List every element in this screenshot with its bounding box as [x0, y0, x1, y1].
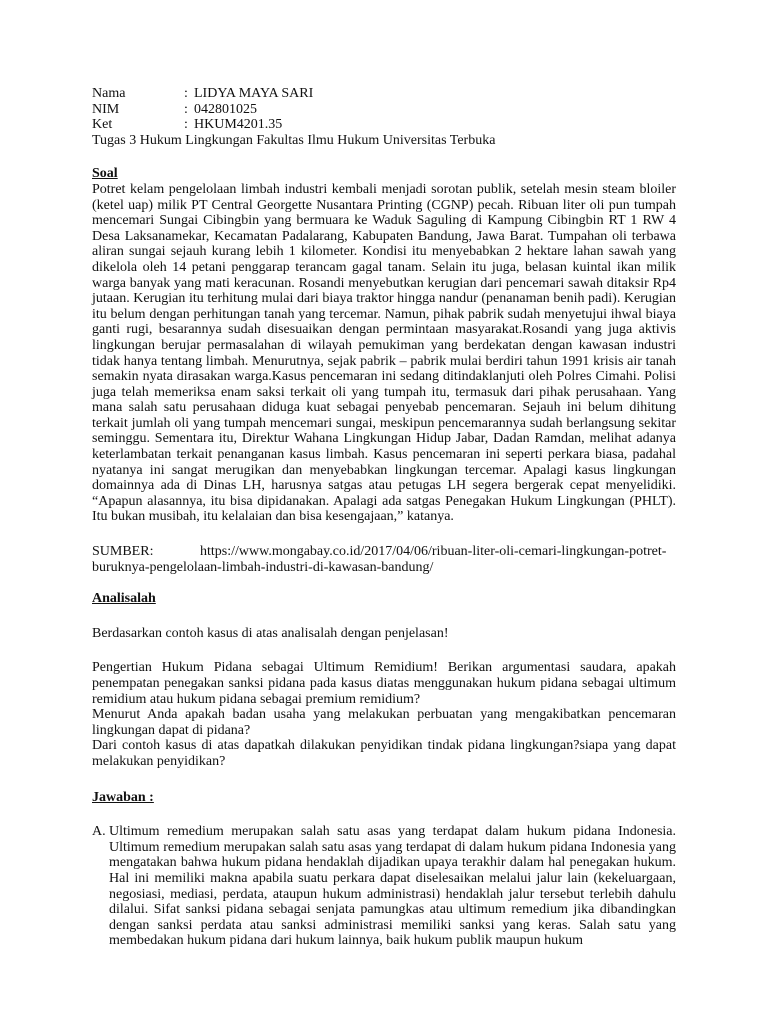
header-block	[92, 86, 676, 148]
meta-key: NIM	[92, 101, 120, 117]
meta-colon: :	[184, 117, 188, 133]
soal-heading: Soal	[92, 166, 118, 182]
analisa-question-2: Menurut Anda apakah badan usaha yang melakukan perbuatan yang mengakibatkan pencemaran lingkungan dapat di pidana?	[92, 707, 676, 738]
analisa-intro: Berdasarkan contoh kasus di atas analisalah dengan penjelasan!	[92, 625, 449, 641]
meta-value-nim: 042801025	[194, 101, 257, 117]
source-line	[92, 544, 676, 560]
soal-paragraph: Potret kelam pengelolaan limbah industri kembali menjadi sorotan publik, setelah mesin steam bloiler (ketel uap) milik PT Central Georgette Nusantara Printing (CGNP) pecah. Ribuan liter oli pun tumpah mencemari Sungai Cibingbin yang bermuara ke Waduk Saguling di Kampung Cibingbin RT 1 RW 4 Desa Laksanamekar, Kecamatan Padalarang, Kabupaten Bandung, Jawa Barat. Tumpahan oli terbawa aliran sungai sejauh kurang lebih 1 kilometer. Kondisi itu menyebabkan 2 hektare lahan sawah yang dikelola oleh 14 petani penggarap terancam gagal tanam. Selain itu juga, belasan kuintal ikan milik warga banyak yang mati keracunan. Rosandi menyebutkan kerugian dari pencemari sawah ditaksir Rp4 jutaan. Kerugian itu terhitung mulai dari biaya traktor hingga nandur (penanaman benih padi). Kerugian itu belum dengan perhitungan tanah yang tercemar. Namun, pihak pabrik sudah menyetujui ihwal biaya ganti rugi, besarannya sudah disesuaikan dengan permintaan masyarakat.Rosandi yang juga aktivis lingkungan berujar permasalahan di wilayah pemukiman yang berdekatan dengan kawasan industri tidak hanya tentang limbah. Menurutnya, sejak pabrik – pabrik mulai berdiri tahun 1991 krisis air tanah semakin nyata dirasakan warga.Kasus pencemaran ini sedang ditindaklanjuti oleh Polres Cimahi. Polisi juga telah memeriksa enam saksi terkait oli yang tumpah itu, termasuk dari pihak perusahaan. Yang mana salah satu perusahaan diduga kuat sebagai penyebab pencemaran. Sejauh ini belum dihitung terkait jumlah oli yang tumpah mencemari sungai, meskipun pencemarannya sudah berlangsung sekitar seminggu. Sementara itu, Direktur Wahana Lingkungan Hidup Jabar, Dadan Ramdan, melihat adanya keterlambatan terkait penanganan kasus limbah. Kasus pencemaran ini seperti perkara biasa, padahal nyatanya ini sangat merugikan dan menyebabkan lingkungan tercemar. Apalagi kasus lingkungan domainnya ada di Dinas LH, harusnya satgas atau petugas LH segera bergerak cepat menyelidiki. “Apapun alasannya, itu bisa dipidanakan. Apalagi ada satgas Penegakan Hukum Lingkungan (PHLT). Itu bukan musibah, itu kelalaian dan bisa kesengajaan,” katanya.	[92, 181, 676, 525]
answer-text: Ultimum remedium merupakan salah satu asas yang terdapat dalam hukum pidana Indonesia. Ultimum remedium merupakan salah satu asas yang terdapat di dalam hukum pidana Indonesia yang mengatakan bahwa hukum pidana hendaklah dijadikan upaya terakhir dalam hal penegakan hukum. Hal ini memiliki makna apabila suatu perkara dapat diselesaikan melalui jalur lain (kekeluargaan, negosiasi, mediasi, perdata, ataupun hukum administrasi) hendaklah jalur tersebut terlebih dahulu dilalui. Sifat sanksi pidana sebagai senjata pamungkas atau ultimum remedium jika dibandingkan dengan sanksi perdata atau sanksi administrasi memiliki sanksi yang keras. Salah satu yang membedakan hukum pidana dari hukum lainnya, baik hukum publik maupun hukum	[109, 824, 676, 949]
meta-key: Nama	[92, 86, 126, 101]
meta-key: Ket	[92, 117, 113, 133]
meta-row-ket	[92, 117, 676, 133]
source-label: SUMBER:	[92, 544, 154, 560]
meta-value-nama: LIDYA MAYA SARI	[194, 86, 314, 101]
answer-letter: A.	[92, 824, 106, 840]
analisa-question-3: Dari contoh kasus di atas dapatkah dilakukan penyidikan tindak pidana lingkungan?siapa yang dapat melakukan penyidikan?	[92, 738, 676, 769]
answer-item-a	[92, 824, 676, 949]
analisa-question-1: Pengertian Hukum Pidana sebagai Ultimum Remidium! Berikan argumentasi saudara, apakah penempatan penegakan sanksi pidana pada kasus diatas menggunakan hukum pidana sebagai ultimum remidium atau hukum pidana sebagai premium remidium?	[92, 660, 676, 707]
meta-colon: :	[184, 101, 188, 117]
meta-colon: :	[184, 86, 188, 101]
source-url-part2: buruknya-pengelolaan-limbah-industri-di-kawasan-bandung/	[92, 559, 434, 575]
jawaban-heading: Jawaban :	[92, 789, 154, 805]
assignment-subtitle: Tugas 3 Hukum Lingkungan Fakultas Ilmu Hukum Universitas Terbuka	[92, 132, 496, 148]
source-url-part1: https://www.mongabay.co.id/2017/04/06/ribuan-liter-oli-cemari-lingkungan-potret-	[200, 544, 667, 560]
meta-value-ket: HKUM4201.35	[194, 117, 283, 133]
analisa-heading: Analisalah	[92, 591, 156, 607]
meta-row-nama	[92, 86, 676, 102]
meta-row-nim	[92, 102, 676, 118]
